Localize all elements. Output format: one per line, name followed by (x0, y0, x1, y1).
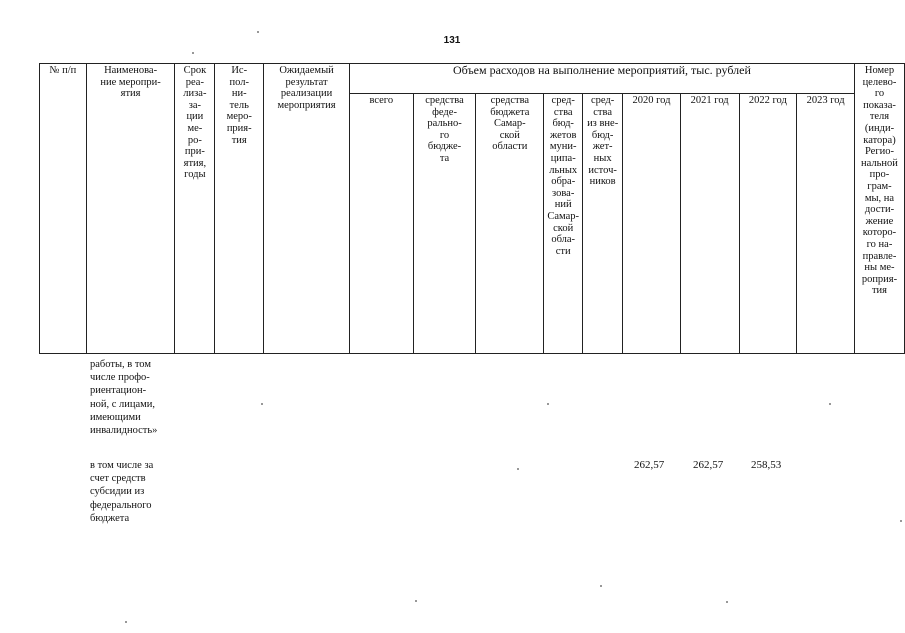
sub-total-header: всего (349, 94, 413, 354)
col-name-header: Наименова- ние меропри- ятия (86, 64, 175, 354)
header-table (39, 63, 905, 354)
sub-extrabudget-header: сред- ства из вне- бюд- жет- ных источ- ников (583, 94, 623, 354)
scan-speck (829, 403, 831, 405)
scan-speck (415, 600, 417, 602)
value-2022: 258,53 (751, 459, 782, 471)
page-number: 131 (443, 35, 461, 46)
scan-speck (600, 585, 602, 587)
year-2021-header: 2021 год (680, 94, 739, 354)
scan-speck (517, 468, 519, 470)
scan-speck (261, 403, 263, 405)
sub-regional-header: средства бюджета Самар- ской области (476, 94, 544, 354)
row-name-continuation: работы, в том числе профо- риентацион- ной, с лицами, имеющими инвалидность» (90, 359, 158, 437)
sub-municipal-header: сред- ства бюд- жетов муни- ципа- льных обра- зова- ний Самар- ской обла- сти (544, 94, 583, 354)
sub-federal-header: средства феде- рально- го бюдже- та (413, 94, 476, 354)
scan-speck (125, 621, 127, 623)
scan-speck (726, 601, 728, 603)
row-name-subsidy: в том числе за счет средств субсидии из федерального бюджета (90, 460, 154, 524)
scan-speck (547, 403, 549, 405)
col-result-header: Ожидаемый результат реализации мероприятия (264, 64, 350, 354)
col-indicator-header: Номер целево- го показа- теля (инди- катора) Регио- нальной про- грам- мы, на дости- жение которо- го на- правле- ны ме- роприя- тия (854, 64, 904, 354)
value-2021: 262,57 (693, 459, 724, 471)
col-volume-header: Объем расходов на выполнение мероприятий, тыс. рублей (349, 64, 854, 94)
value-2020: 262,57 (634, 459, 665, 471)
scan-speck (257, 31, 259, 33)
col-executor-header: Ис- пол- ни- тель меро- прия- тия (215, 64, 264, 354)
col-term-header: Срок реа- лиза- за- ции ме- ро- при- ятия, годы (175, 64, 215, 354)
year-2020-header: 2020 год (623, 94, 681, 354)
year-2023-header: 2023 год (797, 94, 855, 354)
col-number-header: № п/п (40, 64, 87, 354)
scan-speck (900, 520, 902, 522)
scan-speck (192, 52, 194, 54)
year-2022-header: 2022 год (739, 94, 797, 354)
